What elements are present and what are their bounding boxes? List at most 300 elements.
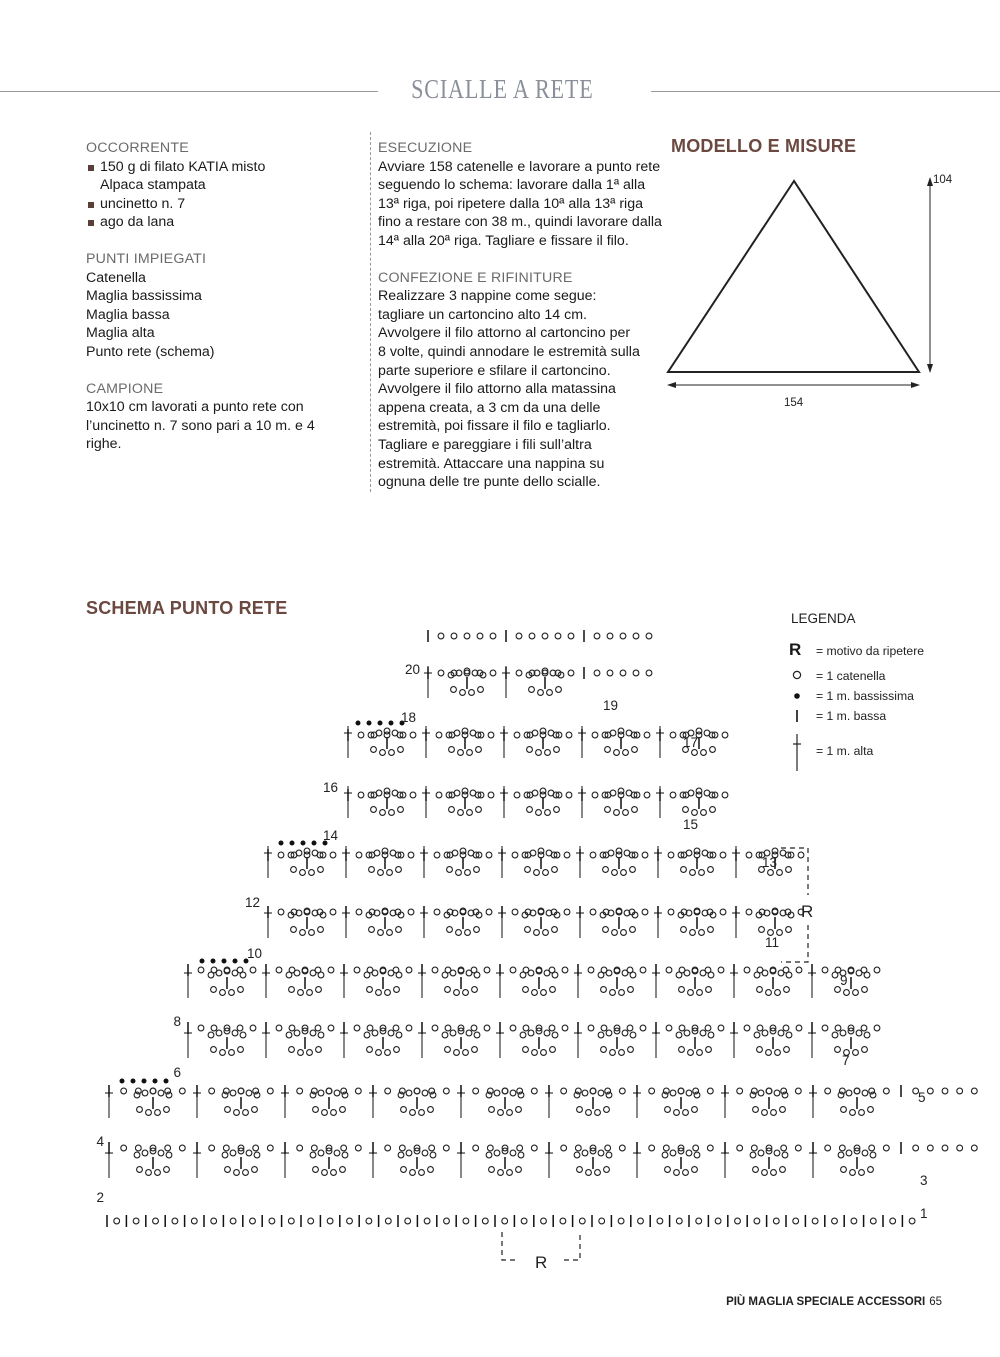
chain-stitch — [604, 1107, 610, 1113]
chain-stitch — [543, 870, 549, 876]
chain-stitch — [579, 1218, 585, 1224]
chain-stitch — [630, 867, 636, 873]
chain-stitch — [460, 690, 466, 696]
chain-stitch — [488, 732, 494, 738]
chain-stitch — [356, 852, 362, 858]
chain-stitch — [380, 810, 386, 816]
chain-stitch — [340, 1167, 346, 1173]
chain-stitch — [618, 1218, 624, 1224]
chain-stitch — [582, 1090, 588, 1096]
row-number: 5 — [918, 1090, 926, 1105]
chain-stitch — [134, 1152, 140, 1158]
chain-stitch — [710, 807, 716, 813]
chain-stitch — [812, 1218, 818, 1224]
chain-stitch — [853, 990, 859, 996]
chain-stitch — [507, 1170, 513, 1176]
chain-stitch — [396, 867, 402, 873]
chain-stitch — [598, 1032, 604, 1038]
chain-stitch — [436, 792, 442, 798]
row-number: 1 — [920, 1206, 928, 1221]
chain-stitch — [121, 1145, 127, 1151]
chain-stitch — [568, 633, 574, 639]
chain-stitch — [133, 1218, 139, 1224]
chain-stitch — [692, 750, 698, 756]
chain-stitch — [432, 1025, 438, 1031]
chain-stitch — [486, 1152, 492, 1158]
chain-stitch — [619, 1088, 625, 1094]
chain-stitch — [142, 1090, 148, 1096]
punti-item: Maglia bassa — [86, 306, 170, 323]
chain-stitch — [778, 1030, 784, 1036]
chain-stitch — [198, 1025, 204, 1031]
chain-stitch — [775, 990, 781, 996]
chain-stitch — [498, 1170, 504, 1176]
chain-stitch — [466, 1030, 472, 1036]
chain-stitch — [708, 867, 714, 873]
chain-stitch — [598, 1150, 604, 1156]
chain-stitch — [369, 927, 375, 933]
chain-stitch — [644, 792, 650, 798]
chain-stitch — [722, 792, 728, 798]
chain-stitch — [683, 1110, 689, 1116]
chain-stitch — [657, 1218, 663, 1224]
chain-stitch — [542, 633, 548, 639]
chain-stitch — [532, 1050, 538, 1056]
chain-stitch — [686, 1150, 692, 1156]
chain-stitch — [347, 1218, 353, 1224]
chain-stitch — [367, 1047, 373, 1053]
chain-stitch — [223, 1145, 229, 1151]
slip-stitch — [233, 959, 238, 964]
chain-stitch — [670, 732, 676, 738]
chain-stitch — [410, 732, 416, 738]
chain-stitch — [688, 1050, 694, 1056]
chain-stitch — [209, 1088, 215, 1094]
chain-stitch — [474, 1032, 480, 1038]
chain-stitch — [276, 967, 282, 973]
chain-stitch — [870, 1152, 876, 1158]
chain-stitch — [762, 1170, 768, 1176]
chain-stitch — [679, 967, 685, 973]
chain-stitch — [676, 1032, 682, 1038]
chain-stitch — [164, 1107, 170, 1113]
chain-stitch — [137, 1107, 143, 1113]
chain-stitch — [401, 1167, 407, 1173]
chain-stitch — [744, 967, 750, 973]
single-bar-icon — [791, 708, 803, 724]
chain-stitch — [289, 1047, 295, 1053]
chain-stitch — [822, 1025, 828, 1031]
chain-stitch — [389, 810, 395, 816]
chain-stitch — [146, 1110, 152, 1116]
slip-stitch — [131, 1079, 136, 1084]
chain-stitch — [388, 1030, 394, 1036]
chain-stitch — [700, 1030, 706, 1036]
chain-stitch — [286, 1032, 292, 1038]
chain-stitch — [853, 1050, 859, 1056]
slip-stitch — [279, 841, 284, 846]
chain-stitch — [237, 1025, 243, 1031]
chain-stitch — [518, 1152, 524, 1158]
chain-stitch — [668, 852, 674, 858]
chain-stitch — [786, 1032, 792, 1038]
chain-stitch — [531, 1088, 537, 1094]
chain-stitch — [330, 909, 336, 915]
chain-stitch — [422, 1090, 428, 1096]
chain-stitch — [549, 1025, 555, 1031]
chain-stitch — [430, 1152, 436, 1158]
slip-stitch — [200, 959, 205, 964]
chain-stitch — [684, 1030, 690, 1036]
chain-stitch — [862, 1047, 868, 1053]
chain-stitch — [267, 1088, 273, 1094]
chain-stitch — [510, 1150, 516, 1156]
chain-stitch — [630, 927, 636, 933]
chain-stitch — [498, 1110, 504, 1116]
chain-stitch — [541, 1218, 547, 1224]
chain-stitch — [376, 990, 382, 996]
chain-stitch — [762, 1030, 768, 1036]
chain-stitch — [250, 967, 256, 973]
chain-stitch — [759, 927, 765, 933]
chain-stitch — [114, 1218, 120, 1224]
chain-stitch — [318, 1090, 324, 1096]
chain-circle-icon — [791, 669, 803, 681]
chain-stitch — [715, 1218, 721, 1224]
chain-stitch — [690, 930, 696, 936]
chain-stitch — [832, 1032, 838, 1038]
chain-stitch — [757, 1025, 763, 1031]
chain-stitch — [603, 927, 609, 933]
chain-stitch — [434, 909, 440, 915]
chain-stitch — [211, 1218, 217, 1224]
chain-stitch — [783, 1025, 789, 1031]
chain-stitch — [610, 1050, 616, 1056]
chain-stitch — [692, 810, 698, 816]
chain-stitch — [121, 1088, 127, 1094]
chain-stitch — [250, 1025, 256, 1031]
chain-stitch — [230, 1218, 236, 1224]
chain-stitch — [550, 1047, 556, 1053]
chain-stitch — [835, 1047, 841, 1053]
campione-text: 10x10 cm lavorati a punto rete con l’uncinetto n. 7 sono pari a 10 m. e 4 righe. — [86, 399, 315, 453]
chain-stitch — [883, 1088, 889, 1094]
chain-stitch — [334, 1090, 340, 1096]
chain-stitch — [874, 967, 880, 973]
chain-stitch — [646, 670, 652, 676]
chain-stitch — [358, 792, 364, 798]
chain-stitch — [318, 1032, 324, 1038]
chain-stitch — [854, 1088, 860, 1094]
chain-stitch — [746, 852, 752, 858]
chain-stitch — [620, 633, 626, 639]
chain-stitch — [150, 1088, 156, 1094]
row-number: 17 — [683, 735, 699, 750]
chain-stitch — [297, 1088, 303, 1094]
chain-stitch — [927, 1145, 933, 1151]
chain-stitch — [458, 810, 464, 816]
chain-stitch — [774, 1090, 780, 1096]
chain-stitch — [862, 1090, 868, 1096]
chain-stitch — [612, 870, 618, 876]
chain-stitch — [237, 967, 243, 973]
chain-stitch — [536, 750, 542, 756]
chain-stitch — [445, 1047, 451, 1053]
chain-stitch — [450, 1030, 456, 1036]
chain-stitch — [601, 1047, 607, 1053]
page-number: 65 — [929, 1296, 942, 1308]
chain-stitch — [706, 987, 712, 993]
chain-stitch — [358, 732, 364, 738]
chain-stitch — [942, 1145, 948, 1151]
row-number: 4 — [96, 1134, 104, 1149]
chain-stitch — [355, 1088, 361, 1094]
chain-stitch — [586, 1110, 592, 1116]
slip-stitch — [164, 1079, 169, 1084]
page-title: SCIALLE A RETE — [411, 74, 594, 104]
chain-stitch — [594, 633, 600, 639]
chain-stitch — [850, 1170, 856, 1176]
chain-stitch — [393, 967, 399, 973]
chain-stitch — [825, 1145, 831, 1151]
chain-stitch — [705, 1025, 711, 1031]
chain-stitch — [398, 747, 404, 753]
chain-stitch — [529, 633, 535, 639]
chain-stitch — [623, 750, 629, 756]
legend-chain: = 1 catenella — [816, 669, 886, 683]
chain-stitch — [674, 1110, 680, 1116]
chain-stitch — [566, 732, 572, 738]
chain-stitch — [674, 1170, 680, 1176]
chain-stitch — [387, 870, 393, 876]
row-number: 19 — [603, 698, 619, 713]
chain-stitch — [340, 1107, 346, 1113]
chain-stitch — [410, 792, 416, 798]
chain-stitch — [510, 1090, 516, 1096]
chain-stitch — [757, 1047, 763, 1053]
chain-stitch — [523, 967, 529, 973]
chain-stitch — [754, 1032, 760, 1038]
chain-stitch — [516, 1107, 522, 1113]
chain-stitch — [549, 967, 555, 973]
row-number: 11 — [765, 935, 780, 950]
chain-stitch — [164, 1167, 170, 1173]
chain-stitch — [670, 1090, 676, 1096]
chain-stitch — [601, 967, 607, 973]
chain-stitch — [315, 1025, 321, 1031]
legend-double: = 1 m. alta — [816, 744, 874, 758]
chain-stitch — [598, 1090, 604, 1096]
chain-stitch — [520, 1032, 526, 1038]
chain-stitch — [590, 909, 596, 915]
chain-stitch — [971, 1088, 977, 1094]
chain-stitch — [678, 1088, 684, 1094]
chain-stitch — [603, 867, 609, 873]
chain-stitch — [699, 930, 705, 936]
chain-stitch — [516, 633, 522, 639]
chain-stitch — [523, 1025, 529, 1031]
confezione-text: Realizzare 3 nappine come segue: tagliare un cartoncino alto 14 cm. Avvolgere il filo attorno al cartoncino per 8 volte, quindi annodare le estremità sulla parte superiore e sfilare il cartoncino. Avvolgere il filo attorno alla matassina appena creata, a 3 cm da una delle estremità, poi fissare il filo e tagliarlo. Tagliare e pareggiare i fili sull’altra estremità. Attaccare una nappina su ognuna delle tre punte dello scialle. — [378, 288, 640, 491]
chain-stitch — [957, 1088, 963, 1094]
chain-stitch — [243, 1110, 249, 1116]
chain-stitch — [300, 930, 306, 936]
chain-stitch — [465, 870, 471, 876]
chain-stitch — [246, 1090, 252, 1096]
chain-stitch — [718, 1025, 724, 1031]
row-number: 9 — [840, 973, 848, 988]
chain-stitch — [846, 1150, 852, 1156]
chain-stitch — [718, 967, 724, 973]
chain-stitch — [389, 750, 395, 756]
chain-stitch — [478, 687, 484, 693]
chain-stitch — [410, 1110, 416, 1116]
chain-stitch — [566, 792, 572, 798]
chain-stitch — [527, 807, 533, 813]
chain-stitch — [642, 909, 648, 915]
chain-stitch — [552, 867, 558, 873]
chain-stitch — [555, 633, 561, 639]
chain-stitch — [521, 1218, 527, 1224]
chain-stitch — [697, 990, 703, 996]
chain-stitch — [754, 1218, 760, 1224]
chain-stitch — [588, 967, 594, 973]
chain-stitch — [606, 1152, 612, 1158]
chain-stitch — [451, 633, 457, 639]
chain-stitch — [443, 1145, 449, 1151]
row-number: 3 — [920, 1173, 928, 1188]
row-number: 20 — [404, 662, 420, 677]
row-number: 8 — [173, 1014, 181, 1029]
chain-stitch — [681, 867, 687, 873]
chain-stitch — [942, 1088, 948, 1094]
chain-stitch — [372, 1030, 378, 1036]
chain-stitch — [330, 852, 336, 858]
chain-stitch — [874, 1025, 880, 1031]
chain-stitch — [243, 1170, 249, 1176]
esecuzione-text: Avviare 158 catenelle e lavorare a punto rete seguendo lo schema: lavorare dalla 1ª alla 13ª riga, poi ripetere dalla 10ª alla 13ª riga fino a restare con 38 m., quindi lavorare dalla 14ª alla 20ª riga. Tagliare e fissare il filo. — [378, 158, 662, 249]
chain-stitch — [454, 1050, 460, 1056]
chain-stitch — [846, 1090, 852, 1096]
chain-stitch — [632, 747, 638, 753]
chain-stitch — [309, 870, 315, 876]
chain-stitch — [550, 987, 556, 993]
chain-stitch — [310, 1152, 316, 1158]
chain-stitch — [288, 1218, 294, 1224]
chain-stitch — [449, 807, 455, 813]
chain-stitch — [710, 747, 716, 753]
chain-stitch — [771, 1110, 777, 1116]
chain-stitch — [313, 1107, 319, 1113]
chain-stitch — [525, 927, 531, 933]
chain-stitch — [473, 1145, 479, 1151]
punti-item: Punto rete (schema) — [86, 343, 215, 360]
chain-stitch — [870, 1218, 876, 1224]
chain-stitch — [766, 1050, 772, 1056]
chain-stitch — [289, 967, 295, 973]
chain-stitch — [229, 1050, 235, 1056]
chain-stitch — [137, 1167, 143, 1173]
chain-stitch — [507, 1110, 513, 1116]
chain-stitch — [620, 670, 626, 676]
chain-stitch — [628, 987, 634, 993]
chain-stitch — [693, 1145, 699, 1151]
chain-stitch — [510, 1025, 516, 1031]
chain-stitch — [690, 870, 696, 876]
chain-stitch — [757, 967, 763, 973]
chain-stitch — [341, 1145, 347, 1151]
chain-stitch — [355, 1145, 361, 1151]
chain-stitch — [454, 990, 460, 996]
chain-stitch — [406, 967, 412, 973]
chain-stitch — [399, 1145, 405, 1151]
chain-stitch — [582, 1150, 588, 1156]
chain-stitch — [529, 687, 535, 693]
chain-stitch — [238, 1047, 244, 1053]
chain-stitch — [697, 1050, 703, 1056]
chain-stitch — [510, 967, 516, 973]
chain-stitch — [784, 1047, 790, 1053]
chain-stitch — [419, 1170, 425, 1176]
chain-stitch — [796, 1025, 802, 1031]
chain-stitch — [318, 927, 324, 933]
chain-stitch — [665, 1107, 671, 1113]
chain-stitch — [825, 1088, 831, 1094]
chain-stitch — [476, 807, 482, 813]
chain-stitch — [488, 792, 494, 798]
chain-stitch — [211, 967, 217, 973]
chain-stitch — [463, 990, 469, 996]
confezione-heading: CONFEZIONE E RIFINITURE — [378, 269, 573, 286]
chain-stitch — [795, 1145, 801, 1151]
chain-stitch — [474, 927, 480, 933]
punti-item: Catenella — [86, 269, 146, 286]
chain-stitch — [474, 867, 480, 873]
chain-stitch — [445, 967, 451, 973]
row-number: 7 — [842, 1053, 850, 1068]
chain-stitch — [844, 990, 850, 996]
chain-stitch — [841, 1107, 847, 1113]
chain-stitch — [514, 732, 520, 738]
chain-stitch — [562, 967, 568, 973]
legend-single: = 1 m. bassa — [816, 709, 887, 723]
chain-stitch — [465, 930, 471, 936]
chain-stitch — [781, 1145, 787, 1151]
chain-stitch — [957, 1145, 963, 1151]
chain-stitch — [396, 1032, 402, 1038]
punti-heading: PUNTI IMPIEGATI — [86, 250, 207, 267]
chain-stitch — [708, 927, 714, 933]
chain-stitch — [913, 1145, 919, 1151]
chain-stitch — [561, 1088, 567, 1094]
slip-stitch — [211, 959, 216, 964]
chain-stitch — [385, 1050, 391, 1056]
chain-stitch — [612, 930, 618, 936]
chain-stitch — [516, 1167, 522, 1173]
chain-stitch — [795, 1088, 801, 1094]
chain-stitch — [768, 870, 774, 876]
chain-stitch — [766, 1088, 772, 1094]
chain-stitch — [545, 810, 551, 816]
chain-stitch — [592, 792, 598, 798]
chain-stitch — [595, 1110, 601, 1116]
chain-stitch — [632, 807, 638, 813]
repeat-symbol-icon: R — [789, 640, 802, 659]
chain-stitch — [859, 1110, 865, 1116]
chain-stitch — [308, 1218, 314, 1224]
chain-stitch — [443, 1088, 449, 1094]
slip-stitch — [142, 1079, 147, 1084]
chain-stitch — [861, 967, 867, 973]
